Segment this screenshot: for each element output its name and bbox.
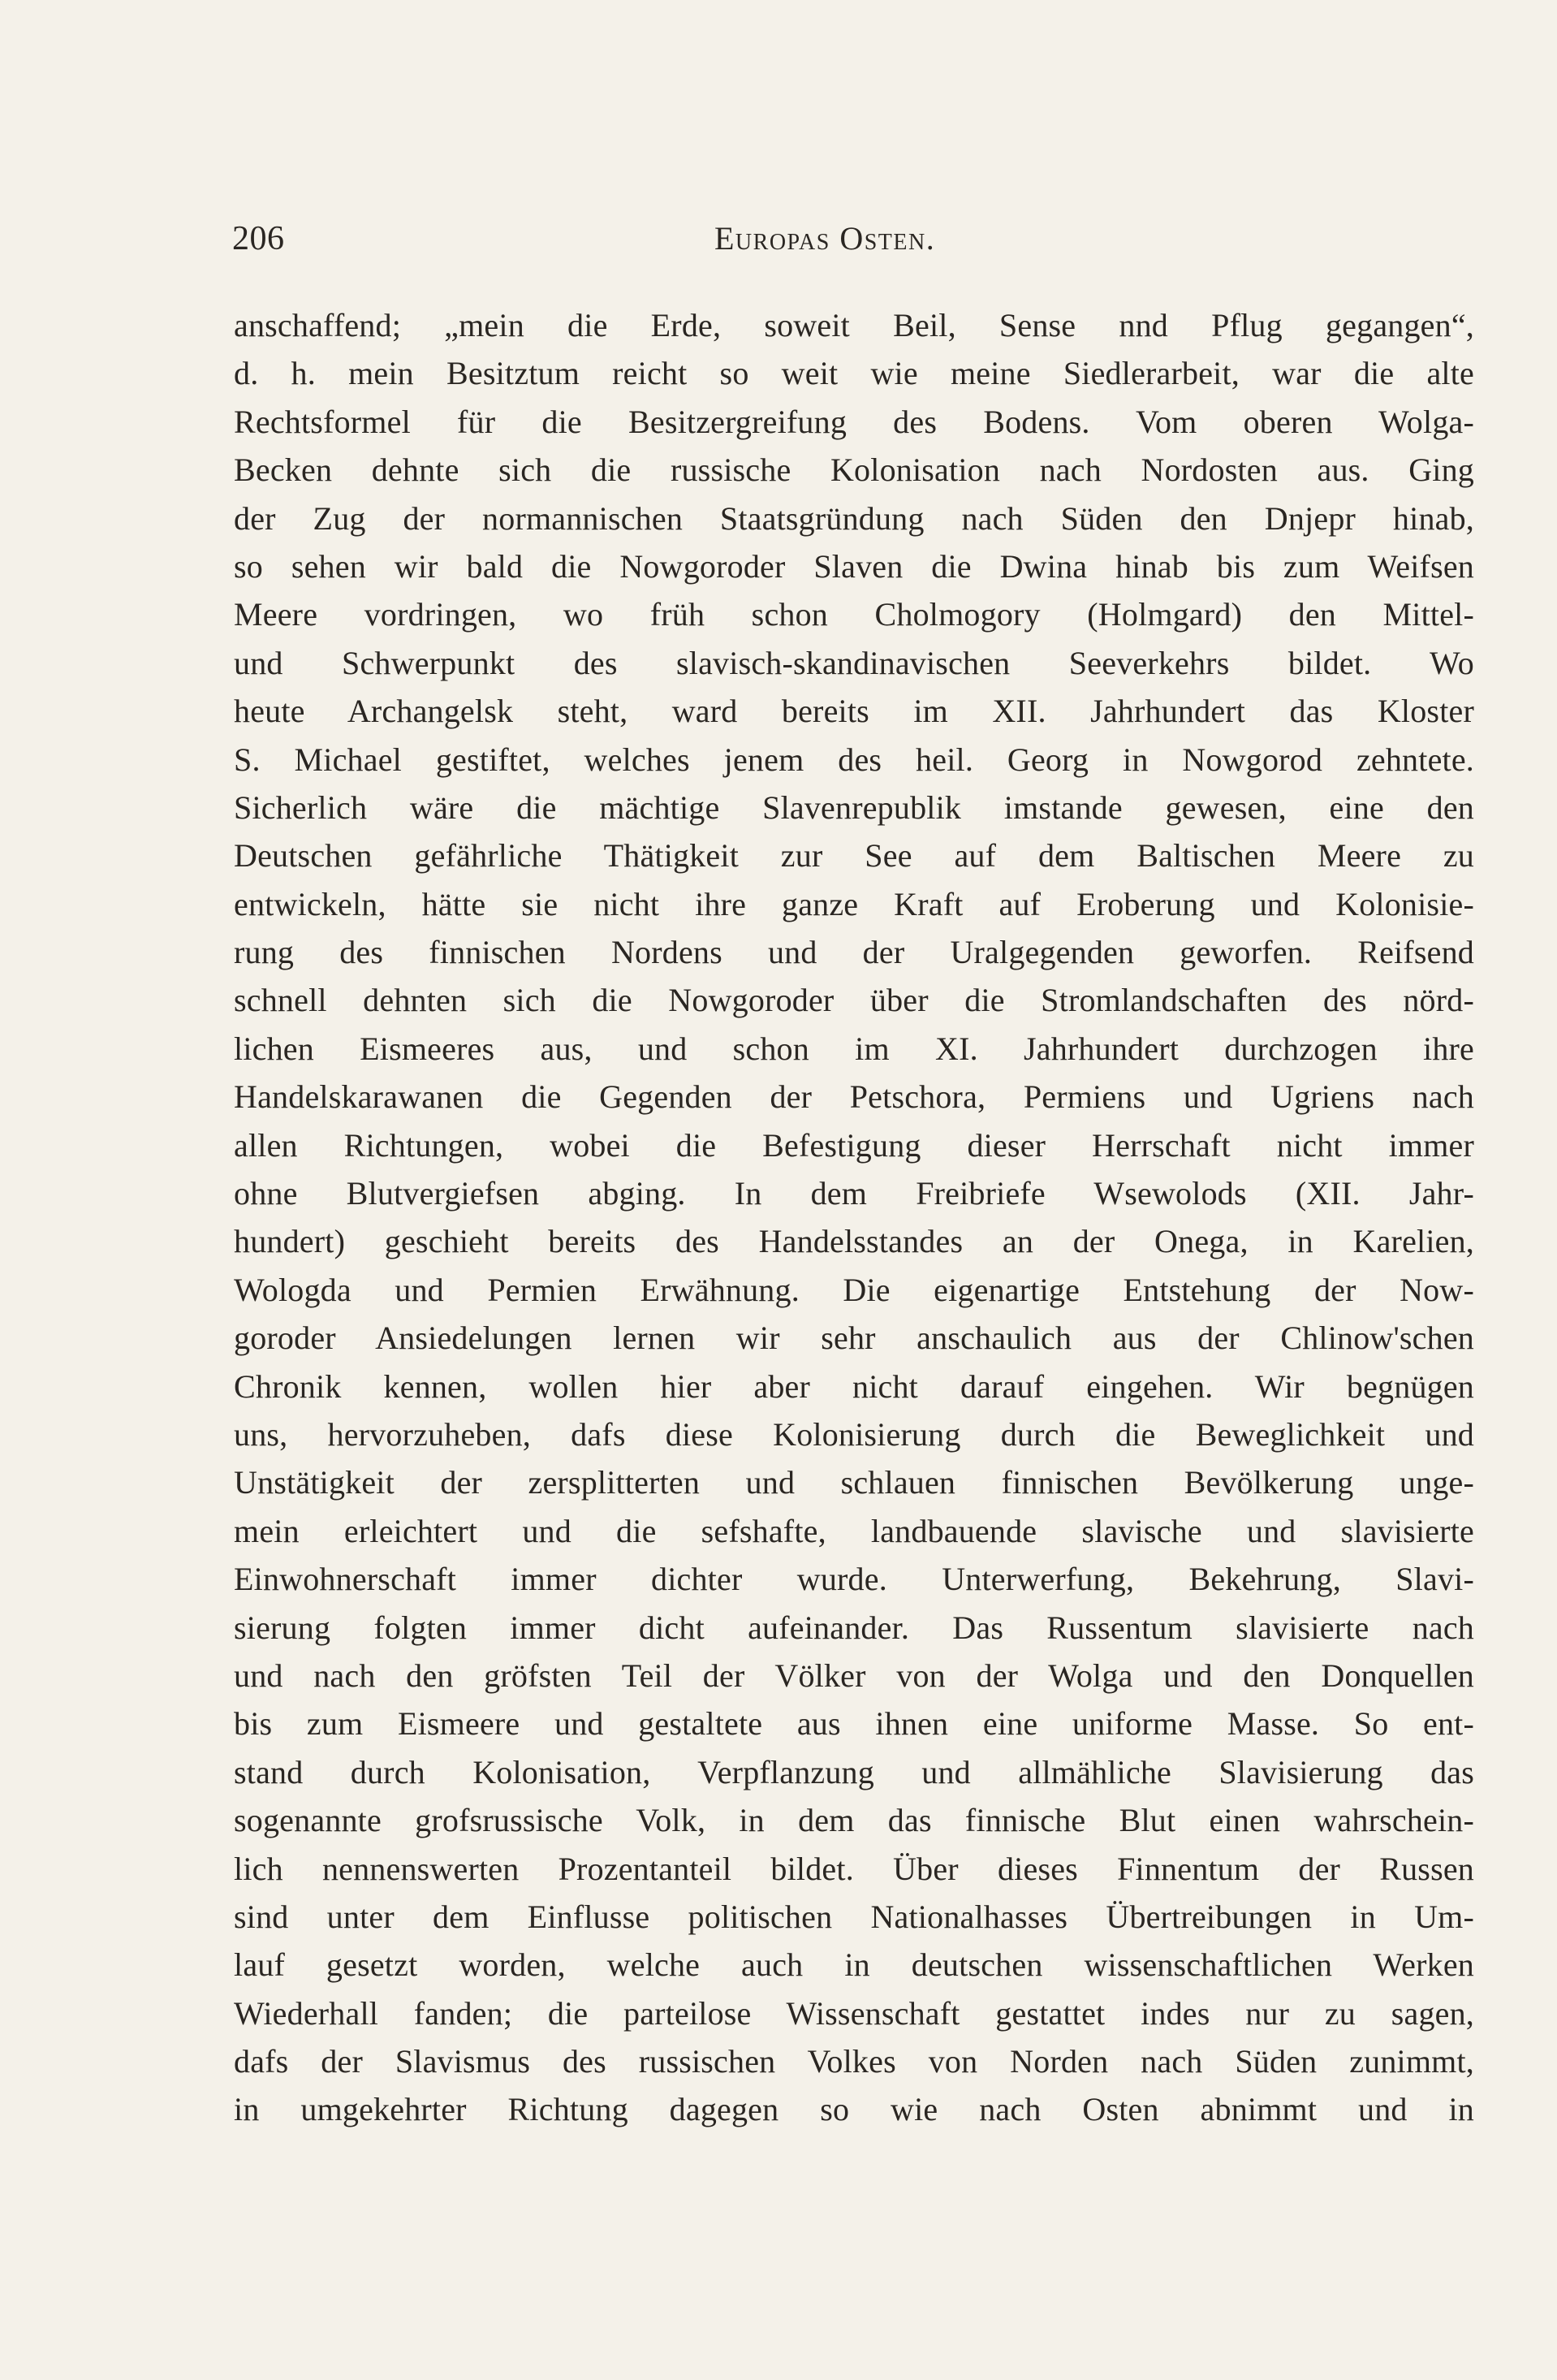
body-text [234,301,1474,2134]
text-line: Wiederhall fanden; die parteilose Wissenschaft gestattet indes nur zu sagen, [234,1994,1474,2032]
text-line: stand durch Kolonisation, Verpflanzung und allmähliche Slavisierung das [234,1753,1474,1790]
text-line: S. Michael gestiftet, welches jenem des heil. Georg in Nowgorod zehntete. [234,741,1474,778]
text-line: goroder Ansiedelungen lernen wir sehr anschaulich aus der Chlinow'schen [234,1320,1474,1357]
text-line: Unstätigkeit der zersplitterten und schlauen finnischen Bevölkerung unge- [234,1464,1474,1501]
text-line: sierung folgten immer dicht aufeinander. Das Russentum slavisierte nach [234,1609,1474,1646]
text-line: mein erleichtert und die sefshafte, landbauende slavische und slavisierte [234,1512,1474,1549]
text-line: Handelskarawanen die Gegenden der Petschora, Permiens und Ugriens nach [234,1078,1474,1116]
text-line: Rechtsformel für die Besitzergreifung des Bodens. Vom oberen Wolga- [234,403,1474,440]
text-line: der Zug der normannischen Staatsgründung nach Süden den Dnjepr hinab, [234,499,1474,537]
text-line: heute Archangelsk steht, ward bereits im XII. Jahrhundert das Kloster [234,693,1474,730]
text-line: uns, hervorzuheben, dafs diese Kolonisierung durch die Beweglichkeit und [234,1415,1474,1453]
page-header [232,219,1474,276]
text-line: Chronik kennen, wollen hier aber nicht darauf eingehen. Wir begnügen [234,1367,1474,1405]
text-line: sind unter dem Einflusse politischen Nationalhasses Übertreibungen in Um- [234,1898,1474,1935]
text-line: in umgekehrter Richtung dagegen so wie nach Osten abnimmt und in [234,2091,1474,2128]
text-line: rung des finnischen Nordens und der Uralgegenden geworfen. Reifsend [234,934,1474,971]
running-head: Europas Osten. [714,220,936,257]
text-line: anschaffend; „mein die Erde, soweit Beil, Sense nnd Pflug gegangen“, [234,307,1474,343]
text-line: bis zum Eismeere und gestaltete aus ihnen eine uniforme Masse. So ent- [234,1705,1474,1743]
text-line: entwickeln, hätte sie nicht ihre ganze Kraft auf Eroberung und Kolonisie- [234,885,1474,922]
text-line: lichen Eismeeres aus, und schon im XI. Jahrhundert durchzogen ihre [234,1030,1474,1067]
text-line: Sicherlich wäre die mächtige Slavenrepublik imstande gewesen, eine den [234,788,1474,826]
text-line: schnell dehnten sich die Nowgoroder über die Stromlandschaften des nörd- [234,982,1474,1019]
text-line: Wologda und Permien Erwähnung. Die eigenartige Entstehung der Now- [234,1271,1474,1308]
text-line: Deutschen gefährliche Thätigkeit zur See auf dem Baltischen Meere zu [234,837,1474,875]
text-line: hundert) geschieht bereits des Handelsstandes an der Onega, in Karelien, [234,1223,1474,1260]
text-line: ohne Blutvergiefsen abging. In dem Freibriefe Wsewolods (XII. Jahr- [234,1175,1474,1212]
text-line: Becken dehnte sich die russische Kolonisation nach Nordosten aus. Ging [234,451,1474,489]
text-line: d. h. mein Besitztum reicht so weit wie meine Siedlerarbeit, war die alte [234,355,1474,392]
text-line: und Schwerpunkt des slavisch-skandinavischen Seeverkehrs bildet. Wo [234,644,1474,681]
text-line: lauf gesetzt worden, welche auch in deutschen wissenschaftlichen Werken [234,1946,1474,1984]
text-line: so sehen wir bald die Nowgoroder Slaven die Dwina hinab bis zum Weifsen [234,547,1474,585]
page-number: 206 [232,220,285,257]
text-line: lich nennenswerten Prozentanteil bildet. Über dieses Finnentum der Russen [234,1850,1474,1887]
text-line: Meere vordringen, wo früh schon Cholmogory (Holmgard) den Mittel- [234,596,1474,633]
text-line: sogenannte grofsrussische Volk, in dem das finnische Blut einen wahrschein- [234,1802,1474,1839]
text-line: Einwohnerschaft immer dichter wurde. Unterwerfung, Bekehrung, Slavi- [234,1561,1474,1598]
text-line: dafs der Slavismus des russischen Volkes von Norden nach Süden zunimmt, [234,2043,1474,2080]
text-line: allen Richtungen, wobei die Befestigung dieser Herrschaft nicht immer [234,1126,1474,1164]
text-line: und nach den gröfsten Teil der Völker von der Wolga und den Donquellen [234,1656,1474,1694]
